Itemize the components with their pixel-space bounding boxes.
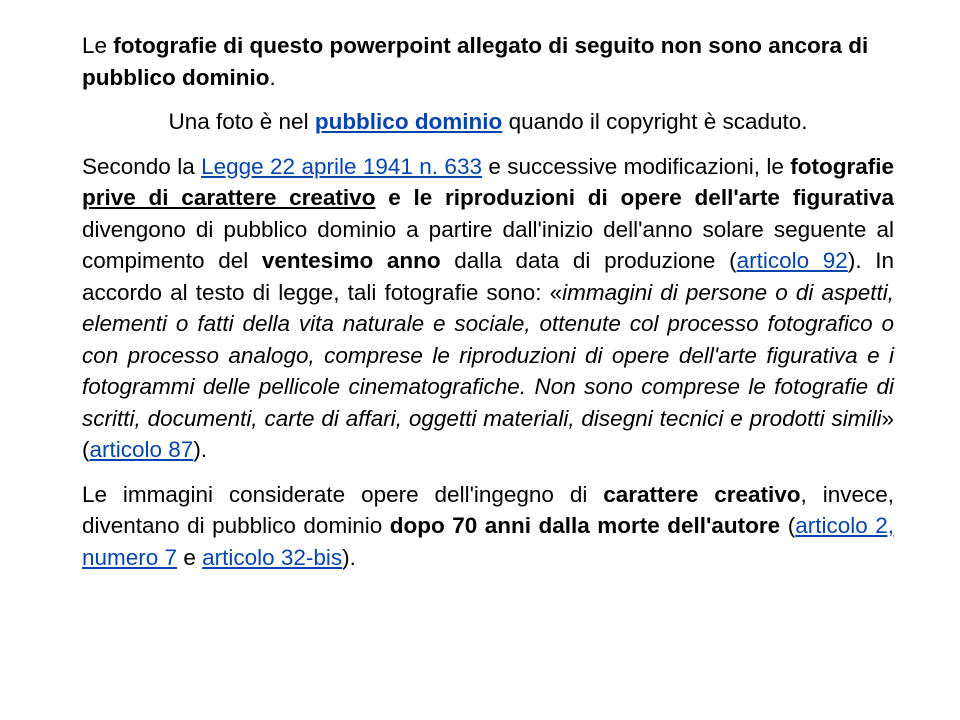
legge-633-link[interactable]: Legge 22 aprile 1941 n. 633 — [201, 153, 482, 179]
p4-text-3: ( — [780, 513, 796, 538]
p3-text-5: dalla data di produzione ( — [440, 248, 737, 273]
p3-italic-quote: immagini di persone o di aspetti, elementi o fatti della vita naturale e sociale, ottenute col processo fotografico o con processo analogo, comprese le riproduzioni di opere dell'arte figurativa e i fotogrammi delle pellicole cinematografiche. Non sono comprese le fotografie di scritti, documenti, carte di affari, oggetti materiali, disegni tecnici e prodotti simili — [82, 279, 895, 431]
p4-bold-70-anni: dopo 70 anni dalla morte dell'autore — [389, 513, 781, 538]
p3-text-4: divengono di pubblico dominio a partire dall'inizio dell'anno solare seguente al compimento del — [82, 216, 894, 273]
p4-text-5: ). — [342, 544, 356, 570]
p4-bold-carattere-creativo: carattere creativo — [603, 481, 801, 507]
p1-text-2: . — [269, 64, 276, 90]
articolo-2-numero-7-link[interactable]: articolo 2, numero 7 — [82, 513, 894, 570]
p3-text-8: ). — [193, 437, 208, 462]
paragraph-public-domain-definition — [82, 106, 894, 138]
articolo-32-bis-link[interactable]: articolo 32-bis — [202, 544, 343, 570]
p1-text-1: Le — [82, 33, 114, 58]
p4-text-2: , invece, diventano di pubblico dominio — [82, 481, 894, 538]
p4-text-4: e — [177, 544, 203, 570]
articolo-92-link[interactable]: articolo 92 — [736, 248, 848, 273]
paragraph-creative-works — [82, 479, 894, 574]
p3-text-7: » ( — [82, 405, 894, 462]
p4-text-1: Le immagini considerate opere dell'ingegno di — [82, 481, 604, 507]
paragraph-not-public-domain — [82, 30, 894, 93]
p2-text-2: quando il copyright è scaduto. — [502, 109, 808, 134]
p3-bold-riproduzioni: e le riproduzioni di opere dell'arte figurativa — [375, 185, 894, 210]
paragraph-law-explanation — [82, 151, 894, 466]
pubblico-dominio-link-label: pubblico dominio — [314, 109, 503, 134]
pubblico-dominio-link[interactable] — [315, 109, 502, 134]
articolo-87-link[interactable]: articolo 87 — [89, 437, 194, 462]
slide-content — [82, 30, 894, 573]
p1-bold-statement: fotografie di questo powerpoint allegato di seguito non sono ancora di pubblico dominio — [82, 33, 869, 90]
p3-text-1: Secondo la — [82, 153, 202, 179]
p3-text-6: ). In accordo al testo di legge, tali fotografie sono: « — [82, 248, 894, 305]
p3-bold-fotografie: fotografie — [790, 153, 894, 179]
p3-bold-ventesimo-anno: ventesimo anno — [261, 248, 441, 273]
p3-underlined-prive-carattere-creativo: prive di carattere creativo — [82, 185, 376, 210]
p2-text-1: Una foto è nel — [168, 109, 315, 134]
p3-text-2: e successive modificazioni, le — [481, 153, 791, 179]
